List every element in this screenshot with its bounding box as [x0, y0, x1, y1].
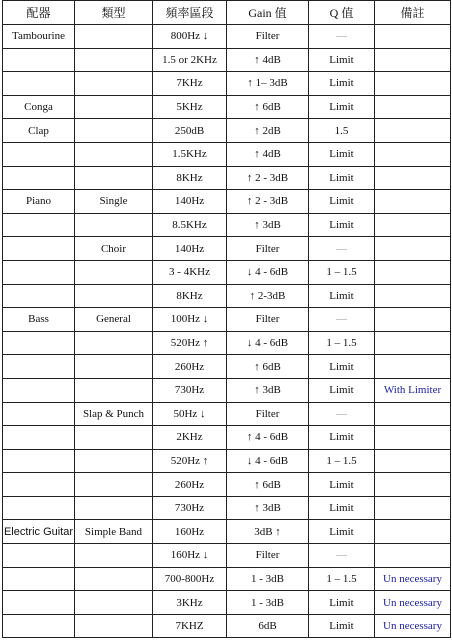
note-cell	[375, 473, 451, 497]
q-cell: 1 – 1.5	[309, 331, 375, 355]
gain-cell: Filter	[227, 25, 309, 49]
q-cell: Limit	[309, 426, 375, 450]
type-cell	[75, 355, 153, 379]
q-cell: Limit	[309, 95, 375, 119]
type-cell	[75, 473, 153, 497]
type-cell	[75, 496, 153, 520]
table-row	[3, 25, 451, 49]
type-cell	[75, 378, 153, 402]
instrument-cell	[3, 72, 75, 96]
instrument-cell: Clap	[3, 119, 75, 143]
gain-cell: ↑ 3dB	[227, 213, 309, 237]
q-cell: Limit	[309, 520, 375, 544]
q-cell: 1 – 1.5	[309, 260, 375, 284]
col-header-q: Q 值	[309, 1, 375, 25]
table-row	[3, 614, 451, 638]
gain-cell: ↑ 2dB	[227, 119, 309, 143]
type-cell	[75, 166, 153, 190]
note-cell: Un necessary	[375, 567, 451, 591]
note-cell	[375, 213, 451, 237]
note-cell: Un necessary	[375, 591, 451, 615]
gain-cell: ↓ 4 - 6dB	[227, 449, 309, 473]
note-cell	[375, 496, 451, 520]
note-cell	[375, 260, 451, 284]
note-cell	[375, 25, 451, 49]
frequency-cell: 8KHz	[153, 166, 227, 190]
gain-cell: 6dB	[227, 614, 309, 638]
frequency-cell: 800Hz ↓	[153, 25, 227, 49]
table-row	[3, 308, 451, 332]
gain-cell: Filter	[227, 237, 309, 261]
table-row	[3, 473, 451, 497]
instrument-cell	[3, 591, 75, 615]
note-cell	[375, 72, 451, 96]
gain-cell: ↑ 6dB	[227, 95, 309, 119]
frequency-cell: 730Hz	[153, 496, 227, 520]
gain-cell: ↑ 4dB	[227, 142, 309, 166]
table-row	[3, 237, 451, 261]
frequency-cell: 260Hz	[153, 473, 227, 497]
frequency-cell: 50Hz ↓	[153, 402, 227, 426]
type-cell	[75, 119, 153, 143]
note-cell	[375, 355, 451, 379]
note-cell	[375, 520, 451, 544]
q-cell: Limit	[309, 166, 375, 190]
instrument-cell: Conga	[3, 95, 75, 119]
col-header-type: 類型	[75, 1, 153, 25]
gain-cell: ↑ 4 - 6dB	[227, 426, 309, 450]
gain-cell: ↑ 3dB	[227, 378, 309, 402]
type-cell	[75, 95, 153, 119]
type-cell	[75, 331, 153, 355]
note-cell	[375, 331, 451, 355]
table-row	[3, 544, 451, 568]
note-cell: With Limiter	[375, 378, 451, 402]
q-cell: 1 – 1.5	[309, 449, 375, 473]
table-row	[3, 591, 451, 615]
frequency-cell: 730Hz	[153, 378, 227, 402]
frequency-cell: 7KHZ	[153, 614, 227, 638]
frequency-cell: 5KHz	[153, 95, 227, 119]
frequency-cell: 140Hz	[153, 237, 227, 261]
frequency-cell: 520Hz ↑	[153, 331, 227, 355]
q-cell: —	[309, 544, 375, 568]
type-cell	[75, 25, 153, 49]
frequency-cell: 260Hz	[153, 355, 227, 379]
instrument-cell	[3, 449, 75, 473]
q-cell: Limit	[309, 190, 375, 214]
table-row	[3, 402, 451, 426]
note-cell	[375, 142, 451, 166]
instrument-cell	[3, 213, 75, 237]
type-cell	[75, 591, 153, 615]
table-row	[3, 260, 451, 284]
gain-cell: ↓ 4 - 6dB	[227, 331, 309, 355]
note-cell	[375, 284, 451, 308]
instrument-cell: Bass	[3, 308, 75, 332]
gain-cell: Filter	[227, 544, 309, 568]
frequency-cell: 250dB	[153, 119, 227, 143]
table-row	[3, 119, 451, 143]
q-cell: 1 – 1.5	[309, 567, 375, 591]
table-row	[3, 378, 451, 402]
type-cell	[75, 614, 153, 638]
note-cell	[375, 544, 451, 568]
type-cell	[75, 284, 153, 308]
gain-cell: ↑ 6dB	[227, 473, 309, 497]
type-cell: Simple Band	[75, 520, 153, 544]
instrument-cell	[3, 567, 75, 591]
note-cell	[375, 119, 451, 143]
gain-cell: ↑ 1– 3dB	[227, 72, 309, 96]
instrument-cell	[3, 426, 75, 450]
instrument-cell	[3, 473, 75, 497]
header-row	[3, 1, 451, 25]
q-cell: Limit	[309, 496, 375, 520]
frequency-cell: 1.5 or 2KHz	[153, 48, 227, 72]
gain-cell: ↑ 6dB	[227, 355, 309, 379]
frequency-cell: 100Hz ↓	[153, 308, 227, 332]
table-row	[3, 213, 451, 237]
table-row	[3, 190, 451, 214]
gain-cell: ↑ 2 - 3dB	[227, 166, 309, 190]
frequency-cell: 160Hz ↓	[153, 544, 227, 568]
table-row	[3, 567, 451, 591]
gain-cell: ↓ 4 - 6dB	[227, 260, 309, 284]
type-cell: Choir	[75, 237, 153, 261]
q-cell: Limit	[309, 213, 375, 237]
instrument-cell: Piano	[3, 190, 75, 214]
col-header-gain: Gain 值	[227, 1, 309, 25]
gain-cell: 3dB ↑	[227, 520, 309, 544]
instrument-cell	[3, 544, 75, 568]
gain-cell: Filter	[227, 402, 309, 426]
instrument-cell	[3, 166, 75, 190]
table-row	[3, 355, 451, 379]
gain-cell: 1 - 3dB	[227, 591, 309, 615]
type-cell: General	[75, 308, 153, 332]
q-cell: 1.5	[309, 119, 375, 143]
frequency-cell: 520Hz ↑	[153, 449, 227, 473]
type-cell: Slap & Punch	[75, 402, 153, 426]
note-cell	[375, 190, 451, 214]
frequency-cell: 3 - 4KHz	[153, 260, 227, 284]
type-cell	[75, 449, 153, 473]
q-cell: —	[309, 25, 375, 49]
instrument-cell	[3, 237, 75, 261]
instrument-cell	[3, 614, 75, 638]
table-row	[3, 520, 451, 544]
gain-cell: Filter	[227, 308, 309, 332]
type-cell	[75, 544, 153, 568]
frequency-cell: 2KHz	[153, 426, 227, 450]
instrument-cell: Tambourine	[3, 25, 75, 49]
q-cell: Limit	[309, 378, 375, 402]
instrument-cell	[3, 284, 75, 308]
type-cell	[75, 48, 153, 72]
col-header-frequency: 頻率區段	[153, 1, 227, 25]
q-cell: Limit	[309, 142, 375, 166]
instrument-cell	[3, 355, 75, 379]
note-cell	[375, 426, 451, 450]
note-cell	[375, 166, 451, 190]
table-row	[3, 72, 451, 96]
type-cell	[75, 260, 153, 284]
instrument-cell	[3, 496, 75, 520]
q-cell: Limit	[309, 48, 375, 72]
instrument-cell	[3, 378, 75, 402]
note-cell	[375, 449, 451, 473]
note-cell	[375, 402, 451, 426]
frequency-cell: 700-800Hz	[153, 567, 227, 591]
table-row	[3, 48, 451, 72]
q-cell: Limit	[309, 72, 375, 96]
instrument-cell	[3, 260, 75, 284]
frequency-cell: 3KHz	[153, 591, 227, 615]
q-cell: Limit	[309, 355, 375, 379]
table-body	[3, 25, 451, 638]
type-cell: Single	[75, 190, 153, 214]
table-row	[3, 426, 451, 450]
gain-cell: ↑ 4dB	[227, 48, 309, 72]
note-cell	[375, 237, 451, 261]
note-cell: Un necessary	[375, 614, 451, 638]
eq-settings-table	[2, 0, 451, 638]
instrument-cell	[3, 48, 75, 72]
type-cell	[75, 142, 153, 166]
frequency-cell: 140Hz	[153, 190, 227, 214]
note-cell	[375, 48, 451, 72]
instrument-cell	[3, 331, 75, 355]
instrument-cell	[3, 142, 75, 166]
frequency-cell: 8.5KHz	[153, 213, 227, 237]
gain-cell: ↑ 3dB	[227, 496, 309, 520]
gain-cell: 1 - 3dB	[227, 567, 309, 591]
table-row	[3, 331, 451, 355]
type-cell	[75, 426, 153, 450]
q-cell: —	[309, 237, 375, 261]
table-row	[3, 166, 451, 190]
frequency-cell: 7KHz	[153, 72, 227, 96]
table-row	[3, 449, 451, 473]
q-cell: Limit	[309, 591, 375, 615]
q-cell: —	[309, 308, 375, 332]
q-cell: Limit	[309, 614, 375, 638]
frequency-cell: 1.5KHz	[153, 142, 227, 166]
col-header-instrument: 配器	[3, 1, 75, 25]
q-cell: Limit	[309, 284, 375, 308]
gain-cell: ↑ 2-3dB	[227, 284, 309, 308]
frequency-cell: 160Hz	[153, 520, 227, 544]
q-cell: —	[309, 402, 375, 426]
type-cell	[75, 72, 153, 96]
type-cell	[75, 567, 153, 591]
table-row	[3, 496, 451, 520]
type-cell	[75, 213, 153, 237]
q-cell: Limit	[309, 473, 375, 497]
note-cell	[375, 308, 451, 332]
instrument-cell: Electric Guitar	[3, 520, 75, 544]
table-row	[3, 95, 451, 119]
frequency-cell: 8KHz	[153, 284, 227, 308]
table-row	[3, 142, 451, 166]
col-header-notes: 備註	[375, 1, 451, 25]
note-cell	[375, 95, 451, 119]
instrument-cell	[3, 402, 75, 426]
gain-cell: ↑ 2 - 3dB	[227, 190, 309, 214]
table-row	[3, 284, 451, 308]
